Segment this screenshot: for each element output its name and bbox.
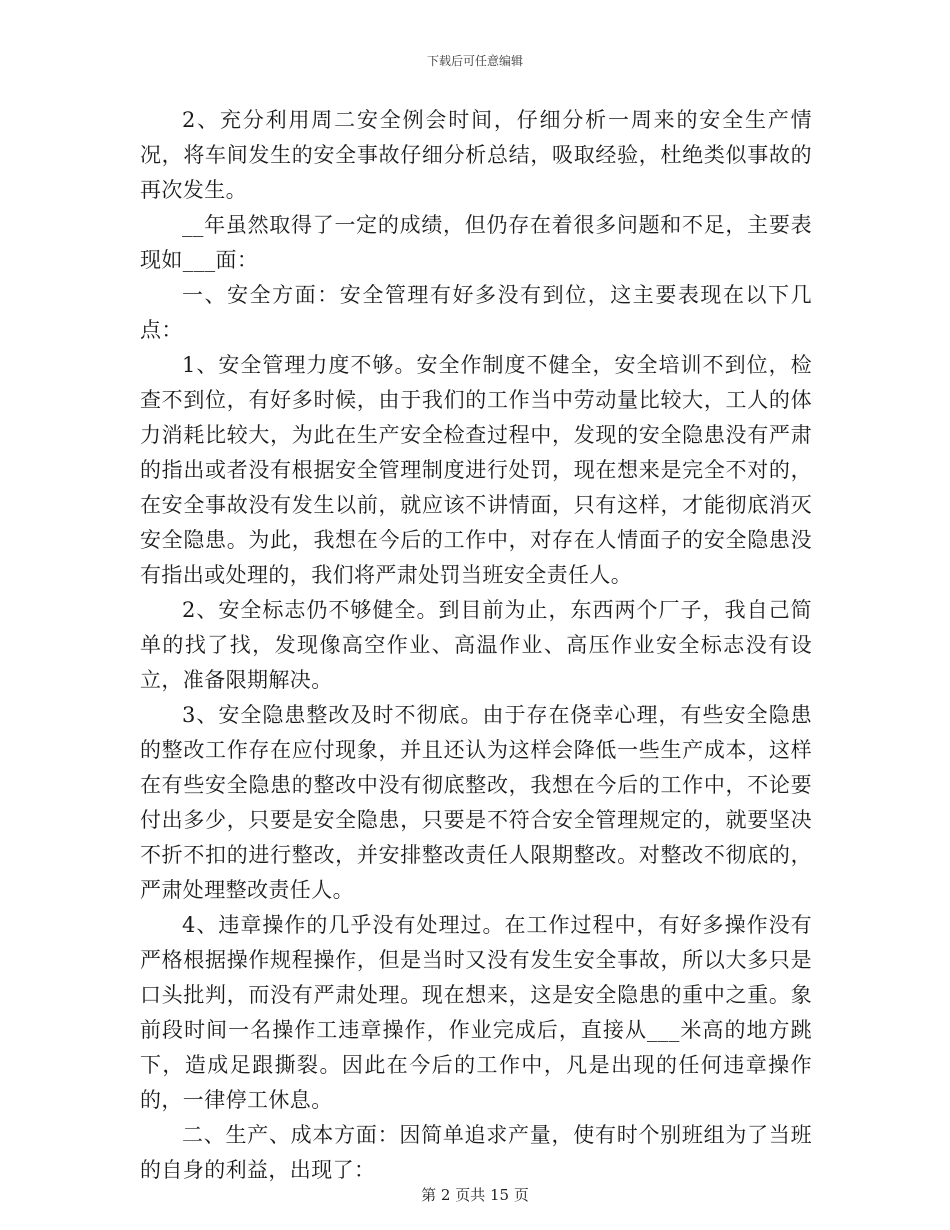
paragraph-6: 3、安全隐患整改及时不彻底。由于存在侥幸心理，有些安全隐患的整改工作存在应付现象，并且还认为这样会降低一些生产成本，这样在有些安全隐患的整改中没有彻底整改，我想在今后的工作中，不论要付出多少，只要是安全隐患，只要是不符合安全管理规定的，就要坚决不折不扣的进行整改，并安排整改责任人限期整改。对整改不彻底的，严肃处理整改责任人。: [140, 703, 812, 902]
paragraph-8: 二、生产、成本方面：因简单追求产量，使有时个别班组为了当班的自身的利益，出现了：: [140, 1123, 812, 1182]
page-footer: 第 2 页共 15 页: [421, 1186, 529, 1204]
document-body: [140, 103, 812, 1188]
paragraph-4: 1、安全管理力度不够。安全作制度不健全，安全培训不到位，检查不到位，有好多时候，由于我们的工作当中劳动量比较大，工人的体力消耗比较大，为此在生产安全检查过程中，发现的安全隐患没有严肃的指出或者没有根据安全管理制度进行处罚，现在想来是完全不对的，在安全事故没有发生以前，就应该不讲情面，只有这样，才能彻底消灭安全隐患。为此，我想在今后的工作中，对存在人情面子的安全隐患没有指出或处理的，我们将严肃处罚当班安全责任人。: [140, 353, 812, 587]
page-header: 下载后可任意编辑: [426, 54, 523, 68]
paragraph-5: 2、安全标志仍不够健全。到目前为止，东西两个厂子，我自己简单的找了找，发现像高空作业、高温作业、高压作业安全标志没有设立，准备限期解决。: [140, 598, 812, 692]
paragraph-2: __年虽然取得了一定的成绩，但仍存在着很多问题和不足，主要表现如___面：: [140, 213, 812, 272]
paragraph-7: 4、违章操作的几乎没有处理过。在工作过程中，有好多操作没有严格根据操作规程操作，但是当时又没有发生安全事故，所以大多只是口头批判，而没有严肃处理。现在想来，这是安全隐患的重中之重。象前段时间一名操作工违章操作，作业完成后，直接从___米高的地方跳下，造成足跟撕裂。因此在今后的工作中，凡是出现的任何违章操作的，一律停工休息。: [140, 913, 812, 1112]
paragraph-3: 一、安全方面：安全管理有好多没有到位，这主要表现在以下几点：: [140, 283, 812, 342]
paragraph-1: 2、充分利用周二安全例会时间，仔细分析一周来的安全生产情况，将车间发生的安全事故仔细分析总结，吸取经验，杜绝类似事故的再次发生。: [140, 108, 812, 202]
